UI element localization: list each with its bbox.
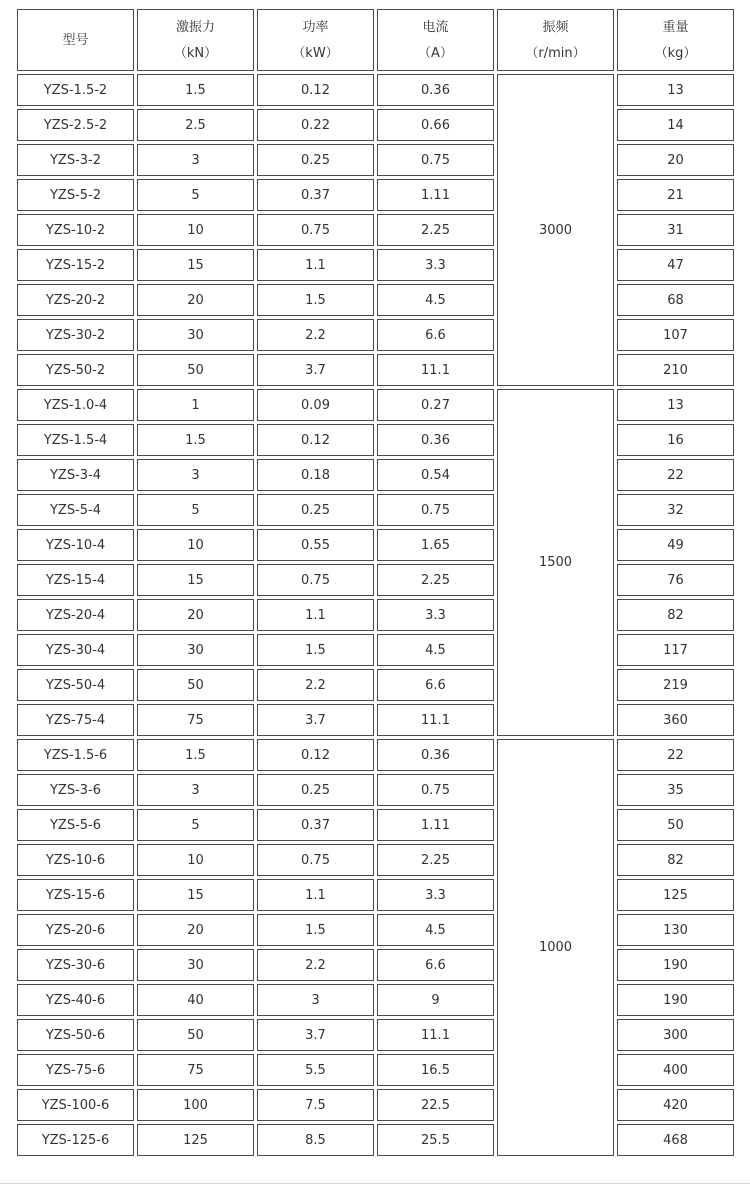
cell-force: 10 xyxy=(137,529,254,561)
cell-weight: 130 xyxy=(617,914,734,946)
cell-current: 6.6 xyxy=(377,669,494,701)
cell-current: 0.36 xyxy=(377,424,494,456)
table-row xyxy=(17,564,734,596)
table-row xyxy=(17,984,734,1016)
cell-current: 11.1 xyxy=(377,704,494,736)
cell-force: 20 xyxy=(137,284,254,316)
table-row xyxy=(17,669,734,701)
cell-power: 0.75 xyxy=(257,564,374,596)
cell-model: YZS-2.5-2 xyxy=(17,109,134,141)
cell-weight: 400 xyxy=(617,1054,734,1086)
header-weight xyxy=(617,9,734,71)
cell-weight: 190 xyxy=(617,984,734,1016)
cell-force: 20 xyxy=(137,914,254,946)
cell-model: YZS-30-6 xyxy=(17,949,134,981)
cell-force: 30 xyxy=(137,319,254,351)
header-frequency xyxy=(497,9,614,71)
cell-model: YZS-50-4 xyxy=(17,669,134,701)
cell-power: 0.09 xyxy=(257,389,374,421)
cell-current: 16.5 xyxy=(377,1054,494,1086)
cell-power: 1.5 xyxy=(257,914,374,946)
cell-weight: 32 xyxy=(617,494,734,526)
cell-power: 0.25 xyxy=(257,774,374,806)
cell-power: 1.5 xyxy=(257,634,374,666)
cell-power: 0.37 xyxy=(257,809,374,841)
cell-current: 11.1 xyxy=(377,1019,494,1051)
cell-force: 20 xyxy=(137,599,254,631)
cell-power: 8.5 xyxy=(257,1124,374,1156)
cell-current: 9 xyxy=(377,984,494,1016)
cell-power: 0.18 xyxy=(257,459,374,491)
cell-weight: 20 xyxy=(617,144,734,176)
cell-current: 3.3 xyxy=(377,249,494,281)
table-row xyxy=(17,144,734,176)
cell-model: YZS-15-6 xyxy=(17,879,134,911)
cell-weight: 50 xyxy=(617,809,734,841)
cell-force: 50 xyxy=(137,354,254,386)
cell-model: YZS-10-2 xyxy=(17,214,134,246)
cell-power: 0.12 xyxy=(257,739,374,771)
cell-power: 5.5 xyxy=(257,1054,374,1086)
cell-force: 125 xyxy=(137,1124,254,1156)
cell-power: 3.7 xyxy=(257,704,374,736)
table-row xyxy=(17,599,734,631)
cell-model: YZS-3-4 xyxy=(17,459,134,491)
table-row xyxy=(17,284,734,316)
cell-weight: 16 xyxy=(617,424,734,456)
table-row xyxy=(17,1089,734,1121)
cell-weight: 82 xyxy=(617,599,734,631)
cell-power: 0.12 xyxy=(257,424,374,456)
cell-weight: 190 xyxy=(617,949,734,981)
cell-current: 0.36 xyxy=(377,739,494,771)
cell-model: YZS-5-6 xyxy=(17,809,134,841)
cell-weight: 47 xyxy=(617,249,734,281)
table-row xyxy=(17,809,734,841)
cell-model: YZS-20-6 xyxy=(17,914,134,946)
spec-table-body xyxy=(17,9,734,1156)
table-row xyxy=(17,949,734,981)
cell-force: 5 xyxy=(137,179,254,211)
header-force-unit: （kN） xyxy=(173,45,218,61)
table-row xyxy=(17,1124,734,1156)
cell-power: 2.2 xyxy=(257,669,374,701)
table-row xyxy=(17,914,734,946)
cell-force: 1.5 xyxy=(137,74,254,106)
cell-force: 10 xyxy=(137,844,254,876)
cell-power: 0.37 xyxy=(257,179,374,211)
cell-frequency: 1000 xyxy=(497,739,614,1156)
cell-current: 1.65 xyxy=(377,529,494,561)
cell-model: YZS-3-6 xyxy=(17,774,134,806)
cell-current: 0.27 xyxy=(377,389,494,421)
cell-model: YZS-40-6 xyxy=(17,984,134,1016)
cell-power: 0.22 xyxy=(257,109,374,141)
table-row xyxy=(17,1019,734,1051)
cell-weight: 360 xyxy=(617,704,734,736)
cell-model: YZS-1.0-4 xyxy=(17,389,134,421)
cell-power: 0.75 xyxy=(257,214,374,246)
cell-weight: 68 xyxy=(617,284,734,316)
cell-power: 0.25 xyxy=(257,144,374,176)
table-row xyxy=(17,109,734,141)
cell-model: YZS-1.5-2 xyxy=(17,74,134,106)
cell-current: 4.5 xyxy=(377,634,494,666)
cell-force: 40 xyxy=(137,984,254,1016)
cell-force: 1.5 xyxy=(137,424,254,456)
cell-weight: 117 xyxy=(617,634,734,666)
cell-force: 15 xyxy=(137,879,254,911)
cell-current: 4.5 xyxy=(377,914,494,946)
cell-current: 4.5 xyxy=(377,284,494,316)
table-row xyxy=(17,459,734,491)
cell-model: YZS-75-4 xyxy=(17,704,134,736)
cell-force: 3 xyxy=(137,459,254,491)
header-power xyxy=(257,9,374,71)
cell-current: 11.1 xyxy=(377,354,494,386)
cell-force: 15 xyxy=(137,564,254,596)
header-current-label: 电流 xyxy=(422,19,449,35)
cell-power: 3 xyxy=(257,984,374,1016)
cell-power: 1.1 xyxy=(257,599,374,631)
cell-weight: 35 xyxy=(617,774,734,806)
cell-model: YZS-10-6 xyxy=(17,844,134,876)
cell-force: 1.5 xyxy=(137,739,254,771)
cell-current: 0.75 xyxy=(377,144,494,176)
cell-model: YZS-125-6 xyxy=(17,1124,134,1156)
table-row xyxy=(17,179,734,211)
cell-weight: 468 xyxy=(617,1124,734,1156)
table-row xyxy=(17,879,734,911)
cell-frequency: 3000 xyxy=(497,74,614,386)
table-row xyxy=(17,214,734,246)
table-row xyxy=(17,74,734,106)
cell-force: 100 xyxy=(137,1089,254,1121)
cell-current: 2.25 xyxy=(377,564,494,596)
cell-current: 0.75 xyxy=(377,494,494,526)
cell-model: YZS-10-4 xyxy=(17,529,134,561)
header-power-label: 功率 xyxy=(302,19,329,35)
cell-weight: 13 xyxy=(617,389,734,421)
cell-force: 3 xyxy=(137,144,254,176)
table-row xyxy=(17,774,734,806)
cell-force: 3 xyxy=(137,774,254,806)
cell-model: YZS-5-4 xyxy=(17,494,134,526)
cell-weight: 22 xyxy=(617,739,734,771)
cell-force: 50 xyxy=(137,669,254,701)
table-row xyxy=(17,739,734,771)
cell-current: 3.3 xyxy=(377,599,494,631)
cell-model: YZS-50-2 xyxy=(17,354,134,386)
cell-force: 5 xyxy=(137,494,254,526)
cell-power: 3.7 xyxy=(257,354,374,386)
table-row xyxy=(17,249,734,281)
cell-current: 2.25 xyxy=(377,844,494,876)
cell-weight: 219 xyxy=(617,669,734,701)
cell-power: 2.2 xyxy=(257,319,374,351)
header-weight-unit: （kg） xyxy=(654,45,697,61)
header-current-unit: （A） xyxy=(418,45,453,61)
cell-model: YZS-5-2 xyxy=(17,179,134,211)
cell-weight: 13 xyxy=(617,74,734,106)
cell-weight: 300 xyxy=(617,1019,734,1051)
cell-model: YZS-15-2 xyxy=(17,249,134,281)
table-row xyxy=(17,389,734,421)
cell-current: 1.11 xyxy=(377,809,494,841)
cell-current: 25.5 xyxy=(377,1124,494,1156)
cell-force: 1 xyxy=(137,389,254,421)
cell-weight: 82 xyxy=(617,844,734,876)
cell-current: 0.36 xyxy=(377,74,494,106)
cell-weight: 420 xyxy=(617,1089,734,1121)
cell-force: 5 xyxy=(137,809,254,841)
cell-model: YZS-50-6 xyxy=(17,1019,134,1051)
cell-force: 50 xyxy=(137,1019,254,1051)
header-frequency-label: 振频 xyxy=(542,19,569,35)
cell-weight: 125 xyxy=(617,879,734,911)
header-model xyxy=(17,9,134,71)
cell-weight: 14 xyxy=(617,109,734,141)
header-current xyxy=(377,9,494,71)
cell-model: YZS-1.5-4 xyxy=(17,424,134,456)
cell-power: 2.2 xyxy=(257,949,374,981)
cell-force: 75 xyxy=(137,1054,254,1086)
cell-weight: 49 xyxy=(617,529,734,561)
cell-power: 1.1 xyxy=(257,879,374,911)
cell-power: 3.7 xyxy=(257,1019,374,1051)
cell-model: YZS-3-2 xyxy=(17,144,134,176)
header-frequency-unit: （r/min） xyxy=(525,45,586,61)
cell-power: 1.1 xyxy=(257,249,374,281)
header-power-unit: （kW） xyxy=(292,45,339,61)
table-row xyxy=(17,354,734,386)
cell-force: 15 xyxy=(137,249,254,281)
header-weight-label: 重量 xyxy=(662,19,689,35)
cell-current: 0.66 xyxy=(377,109,494,141)
table-row xyxy=(17,634,734,666)
cell-current: 3.3 xyxy=(377,879,494,911)
table-row xyxy=(17,494,734,526)
cell-model: YZS-20-2 xyxy=(17,284,134,316)
cell-model: YZS-1.5-6 xyxy=(17,739,134,771)
table-row xyxy=(17,1054,734,1086)
bottom-divider xyxy=(0,1183,750,1184)
table-row xyxy=(17,529,734,561)
cell-model: YZS-100-6 xyxy=(17,1089,134,1121)
cell-force: 75 xyxy=(137,704,254,736)
header-model-label: 型号 xyxy=(62,32,89,48)
cell-current: 6.6 xyxy=(377,319,494,351)
cell-current: 6.6 xyxy=(377,949,494,981)
cell-force: 2.5 xyxy=(137,109,254,141)
cell-current: 0.54 xyxy=(377,459,494,491)
cell-weight: 107 xyxy=(617,319,734,351)
cell-weight: 31 xyxy=(617,214,734,246)
cell-power: 1.5 xyxy=(257,284,374,316)
cell-model: YZS-75-6 xyxy=(17,1054,134,1086)
cell-weight: 76 xyxy=(617,564,734,596)
cell-current: 0.75 xyxy=(377,774,494,806)
cell-weight: 21 xyxy=(617,179,734,211)
cell-model: YZS-15-4 xyxy=(17,564,134,596)
table-row xyxy=(17,704,734,736)
spec-table xyxy=(14,6,737,1159)
cell-model: YZS-30-4 xyxy=(17,634,134,666)
table-row xyxy=(17,319,734,351)
cell-force: 30 xyxy=(137,634,254,666)
header-force xyxy=(137,9,254,71)
cell-current: 1.11 xyxy=(377,179,494,211)
cell-power: 0.12 xyxy=(257,74,374,106)
cell-current: 22.5 xyxy=(377,1089,494,1121)
cell-current: 2.25 xyxy=(377,214,494,246)
cell-weight: 22 xyxy=(617,459,734,491)
cell-frequency: 1500 xyxy=(497,389,614,736)
table-row xyxy=(17,424,734,456)
header-row xyxy=(17,9,734,71)
cell-weight: 210 xyxy=(617,354,734,386)
cell-model: YZS-30-2 xyxy=(17,319,134,351)
cell-power: 0.55 xyxy=(257,529,374,561)
cell-power: 0.25 xyxy=(257,494,374,526)
cell-force: 10 xyxy=(137,214,254,246)
cell-power: 7.5 xyxy=(257,1089,374,1121)
cell-force: 30 xyxy=(137,949,254,981)
header-force-label: 激振力 xyxy=(175,19,215,35)
cell-model: YZS-20-4 xyxy=(17,599,134,631)
table-row xyxy=(17,844,734,876)
cell-power: 0.75 xyxy=(257,844,374,876)
